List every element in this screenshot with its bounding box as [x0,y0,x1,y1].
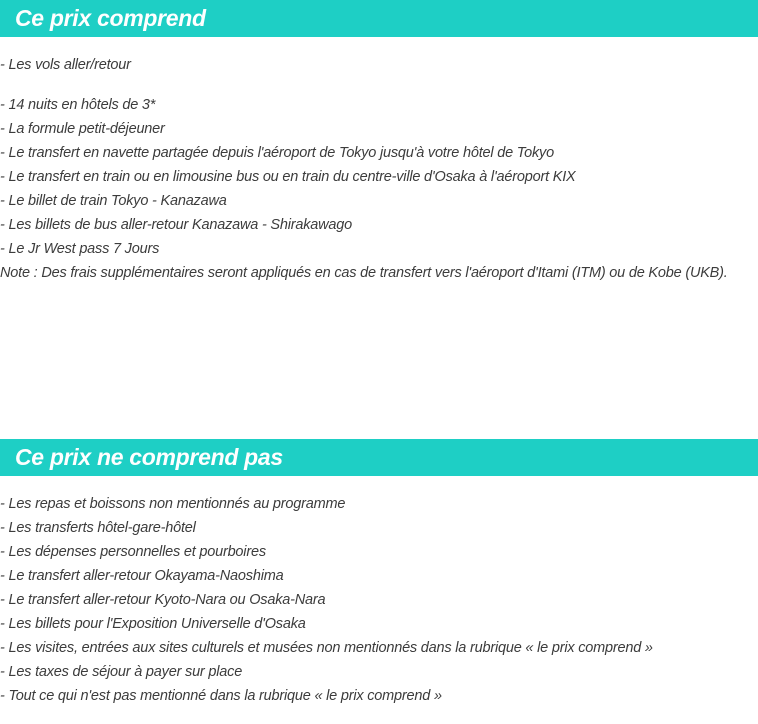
includes-first-list [0,53,131,77]
excludes-list-item: - Les taxes de séjour à payer sur place [0,664,243,680]
includes-section-title: Ce prix comprend [15,5,206,31]
includes-list-item: - Les billets de bus aller-retour Kanazawa - Shirakawago [0,217,353,233]
includes-list-item: - Le billet de train Tokyo - Kanazawa [0,193,227,209]
excludes-list-item: - Le transfert aller-retour Kyoto-Nara ou Osaka-Nara [0,592,326,608]
excludes-list-item: - Les billets pour l'Exposition Universelle d'Osaka [0,616,306,632]
excludes-list-item: - Le transfert aller-retour Okayama-Naoshima [0,568,284,584]
excludes-section-header [0,439,758,476]
excludes-list [0,492,653,708]
includes-list-item: - 14 nuits en hôtels de 3* [0,97,156,113]
excludes-list-item: - Les dépenses personnelles et pourboires [0,544,266,560]
excludes-list-item: - Tout ce qui n'est pas mentionné dans la rubrique « le prix comprend » [0,688,442,704]
includes-list-item: - Le transfert en train ou en limousine bus ou en train du centre-ville d'Osaka à l'aéroport KIX [0,169,576,185]
excludes-section-title: Ce prix ne comprend pas [15,444,283,470]
includes-list-item: - Les vols aller/retour [0,57,131,73]
includes-list-item: - Le Jr West pass 7 Jours [0,241,160,257]
excludes-list-item: - Les repas et boissons non mentionnés au programme [0,496,346,512]
includes-list-item: - La formule petit-déjeuner [0,121,165,137]
excludes-list-item: - Les transferts hôtel-gare-hôtel [0,520,196,536]
includes-note: Note : Des frais supplémentaires seront appliqués en cas de transfert vers l'aéroport d'Itami (ITM) ou de Kobe (UKB). [0,265,728,281]
includes-section-header [0,0,758,37]
includes-list-item: - Le transfert en navette partagée depuis l'aéroport de Tokyo jusqu'à votre hôtel de Tokyo [0,145,554,161]
includes-list [0,93,728,285]
excludes-list-item: - Les visites, entrées aux sites culturels et musées non mentionnés dans la rubrique « le prix comprend » [0,640,653,656]
